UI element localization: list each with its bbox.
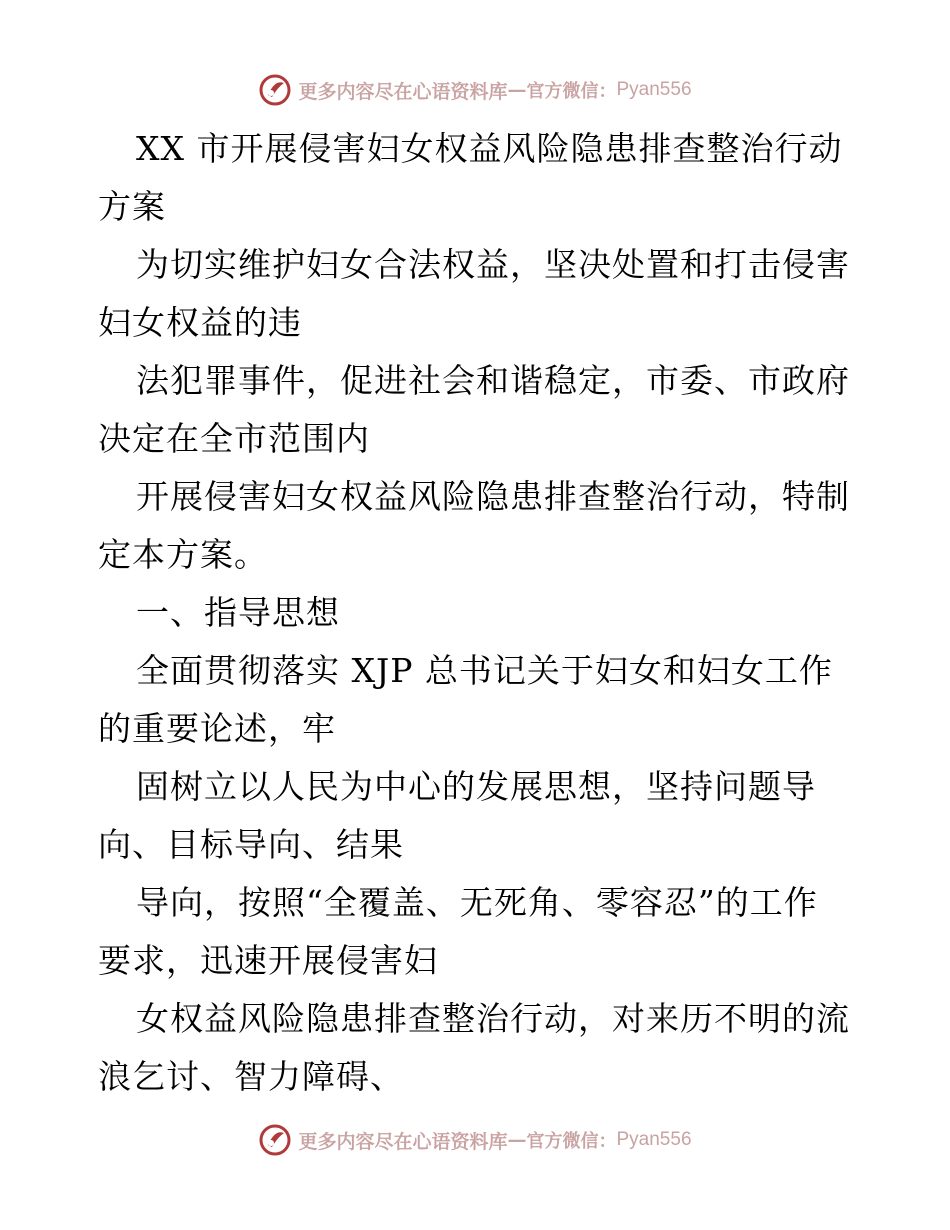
library-logo-icon [258,73,292,107]
doc-title-line-2: 方案 [98,187,166,226]
watermark-separator: — [507,1129,527,1151]
doc-paragraph-line: 法犯罪事件，促进社会和谐稳定，市委、市政府 [136,361,850,400]
doc-paragraph-line: 全面贯彻落实 XJP 总书记关于妇女和妇女工作 [136,651,833,690]
watermark-wechat-label: 官方微信： [526,1131,617,1152]
watermark-text: 更多内容尽在心语资料库 [298,80,508,103]
doc-title-line-1: XX 市开展侵害妇女权益风险隐患排查整治行动 [136,129,843,168]
watermark-footer [0,1120,950,1160]
library-logo-icon [258,1123,292,1157]
watermark-wechat-id: Pyan556 [616,79,692,100]
doc-paragraph-line: 的重要论述，牢 [98,709,336,748]
doc-paragraph-line: 向、目标导向、结果 [98,825,404,864]
doc-paragraph-line: 导向，按照“全覆盖、无死角、零容忍”的工作 [136,883,818,922]
doc-paragraph-line: 浪乞讨、智力障碍、 [98,1057,404,1096]
doc-paragraph-line: 为切实维护妇女合法权益，坚决处置和打击侵害 [136,245,850,284]
watermark-separator: — [507,79,527,101]
document-body [98,120,858,1106]
watermark-wechat-label: 官方微信： [526,81,617,102]
doc-paragraph-line: 开展侵害妇女权益风险隐患排查整治行动，特制 [136,477,850,516]
watermark-wechat-id: Pyan556 [616,1129,692,1150]
doc-section-heading: 一、指导思想 [136,593,340,632]
watermark-text: 更多内容尽在心语资料库 [298,1130,508,1153]
doc-paragraph-line: 定本方案。 [98,535,268,574]
doc-paragraph-line: 决定在全市范围内 [98,419,370,458]
doc-paragraph-line: 女权益风险隐患排查整治行动，对来历不明的流 [136,999,850,1038]
doc-paragraph-line: 妇女权益的违 [98,303,302,342]
doc-paragraph-line: 固树立以人民为中心的发展思想，坚持问题导 [136,767,816,806]
doc-paragraph-line: 要求，迅速开展侵害妇 [98,941,438,980]
watermark-header [0,70,950,110]
